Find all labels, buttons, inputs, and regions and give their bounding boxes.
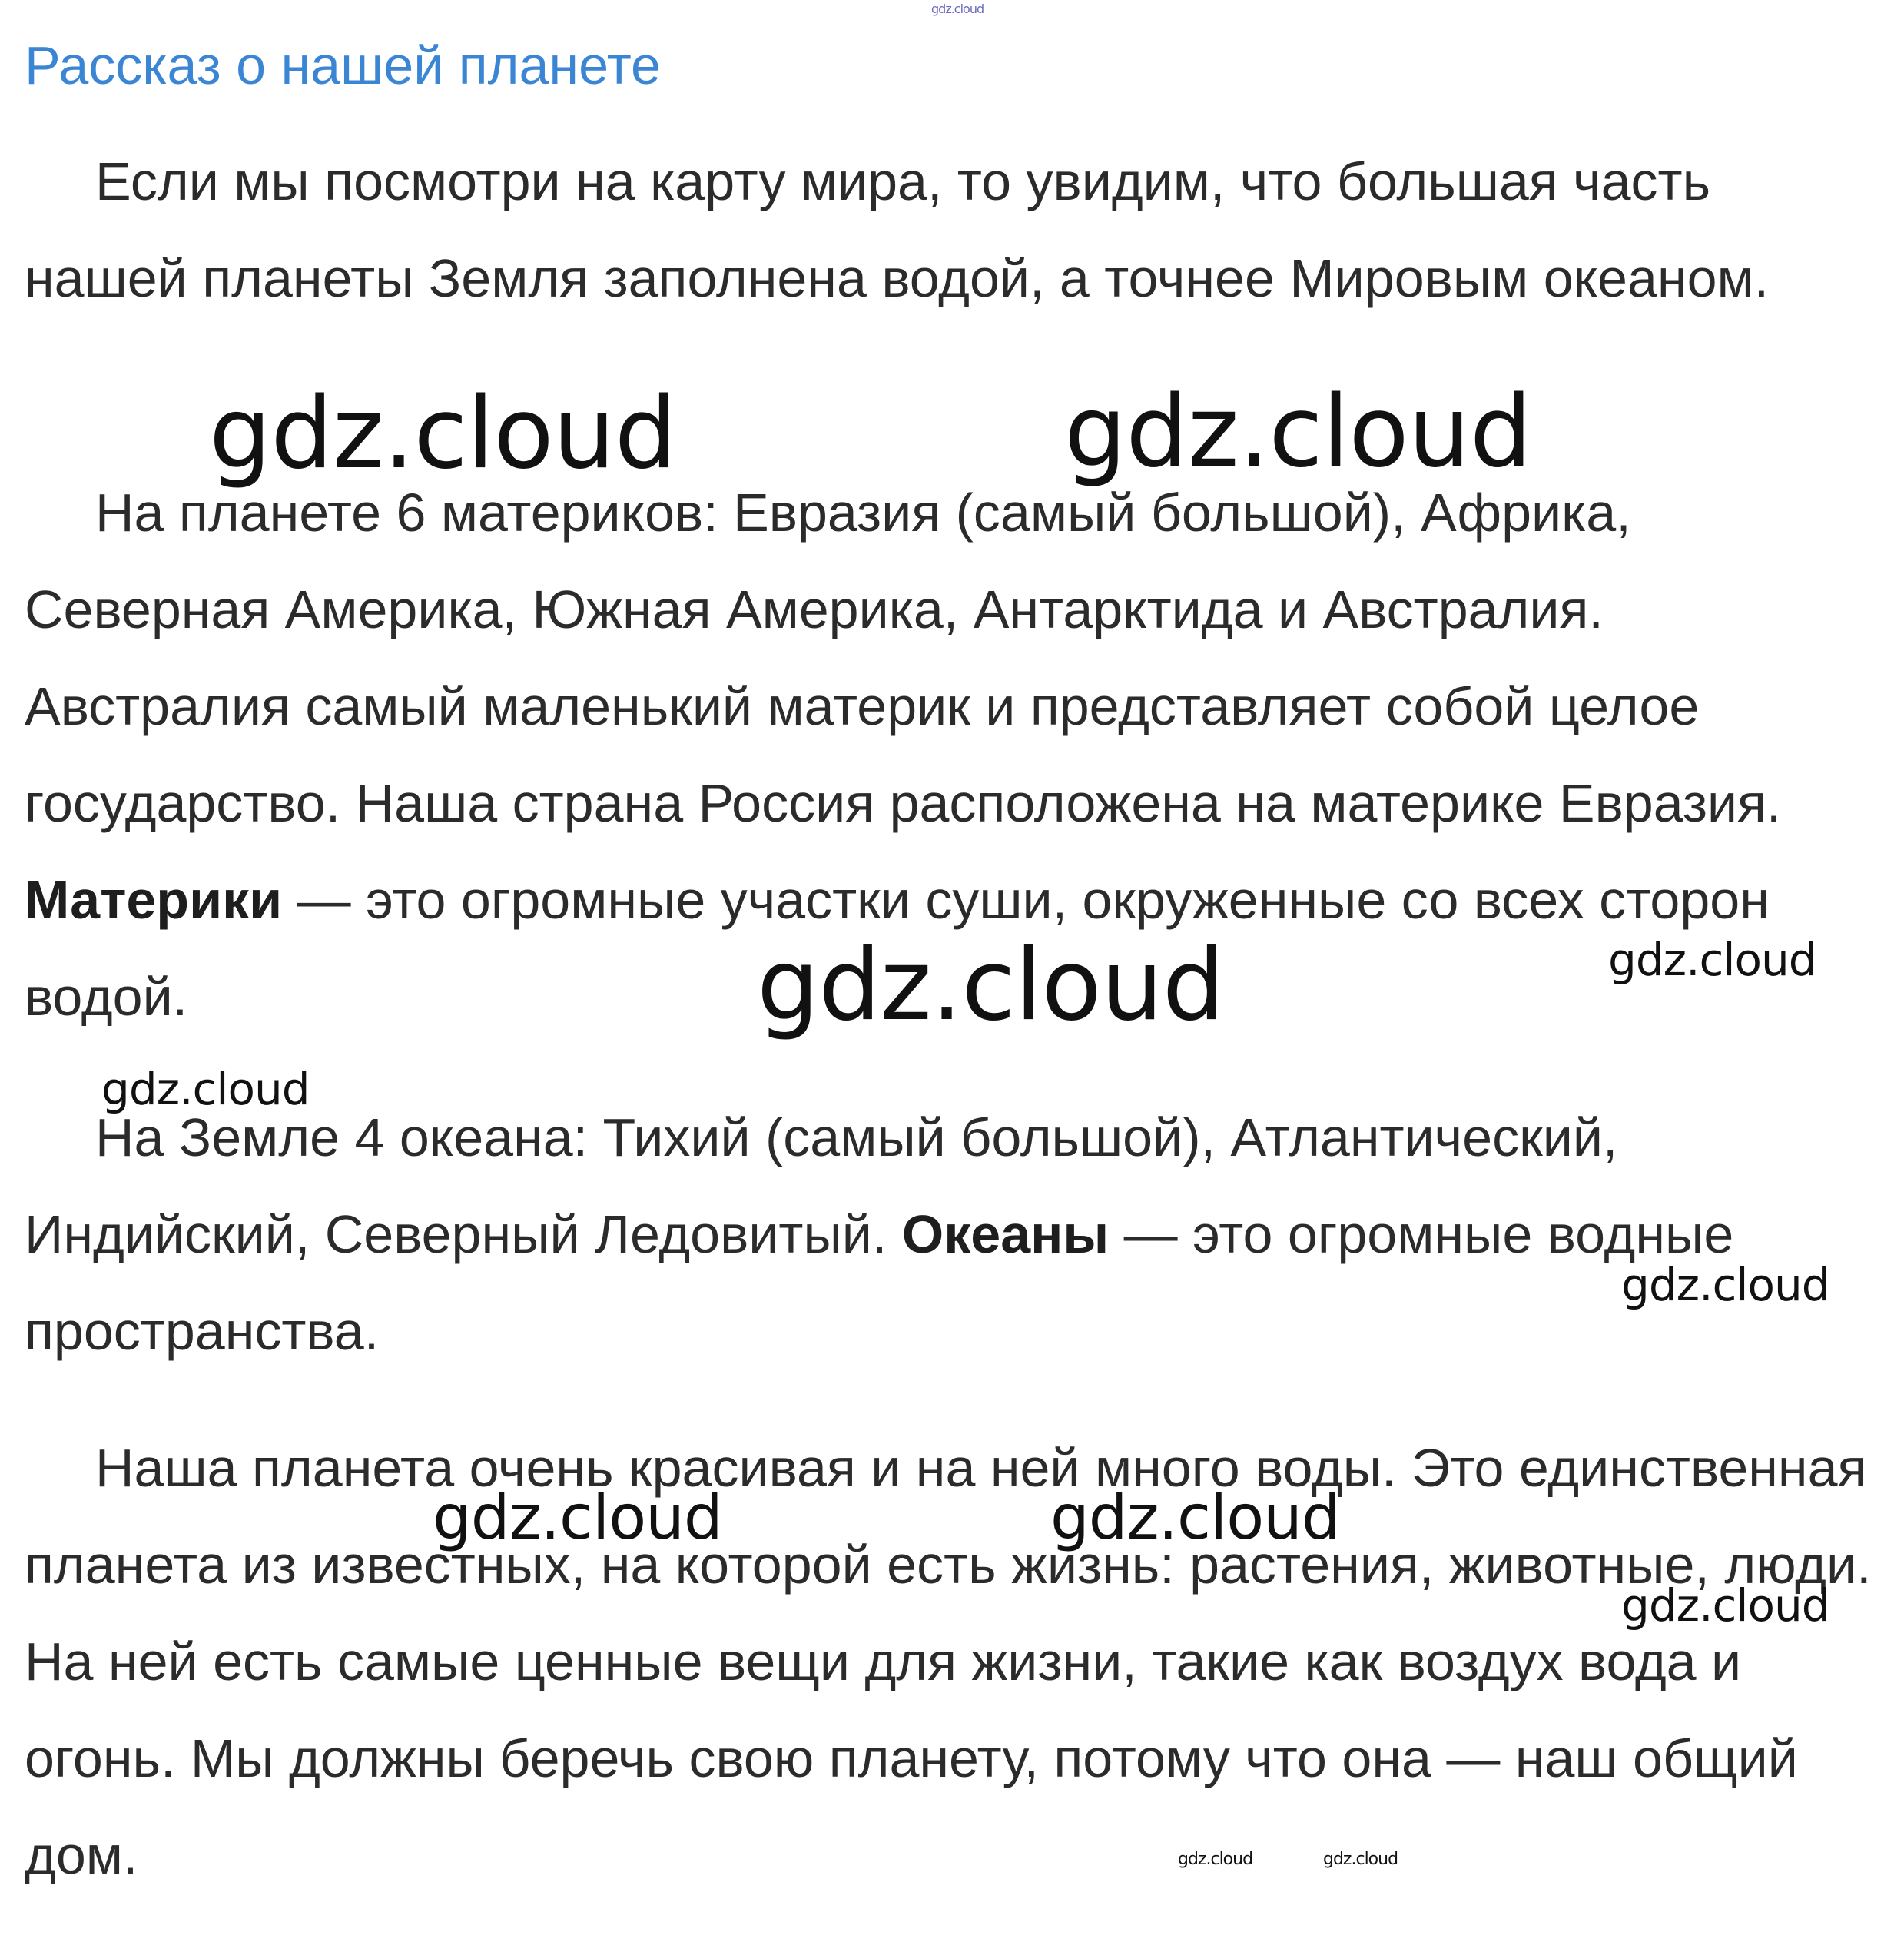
paragraph-text: Наша планета очень красивая и на ней много воды. Это единственная планета из известных, на которой есть жизнь: растения, животные, люди. На ней есть самые ценные вещи для жизни, такие как воздух вода и огонь. Мы должны беречь свою планету, потому что она — наш общий дом. [25, 1438, 1872, 1885]
watermark: gdz.cloud [1050, 1482, 1340, 1553]
paragraph-text: На Земле 4 океана: Тихий (самый большой), Атлантический, Индийский, Северный Ледовитый. [25, 1107, 1618, 1264]
paragraph-text: — это огромные водные пространства. [25, 1204, 1734, 1361]
paragraph-our-planet [25, 1419, 1884, 1904]
watermark: gdz.cloud [1323, 1850, 1398, 1869]
watermark: gdz.cloud [1608, 934, 1816, 986]
paragraph-text: На планете 6 материков: Евразия (самый большой), Африка, Северная Америка, Южная Америка, Антарктида и Австралия. Австралия самый маленький материк и представляет собой целое государство. Наша страна Россия расположена на материке Евразия. [25, 483, 1782, 833]
watermark: gdz.cloud [757, 928, 1224, 1043]
paragraph-text: — это огромные участки суши, окруженные со всех сторон водой. [25, 870, 1770, 1027]
paragraph-oceans [25, 1089, 1884, 1379]
term-oceans: Океаны [901, 1204, 1110, 1264]
watermark: gdz.cloud [1621, 1579, 1829, 1632]
watermark: gdz.cloud [209, 377, 676, 491]
watermark: gdz.cloud [931, 2, 984, 16]
watermark: gdz.cloud [1064, 375, 1531, 490]
page-title: Рассказ о нашей планете [25, 35, 661, 95]
paragraph-text: Если мы посмотри на карту мира, то увидим, что большая часть нашей планеты Земля заполнена водой, а точнее Мировым океаном. [25, 151, 1770, 308]
watermark: gdz.cloud [1621, 1259, 1829, 1311]
watermark: gdz.cloud [433, 1482, 722, 1553]
paragraph-world-map [25, 133, 1884, 327]
term-continents: Материки [25, 870, 283, 930]
watermark: gdz.cloud [1178, 1850, 1253, 1869]
watermark: gdz.cloud [101, 1063, 310, 1115]
